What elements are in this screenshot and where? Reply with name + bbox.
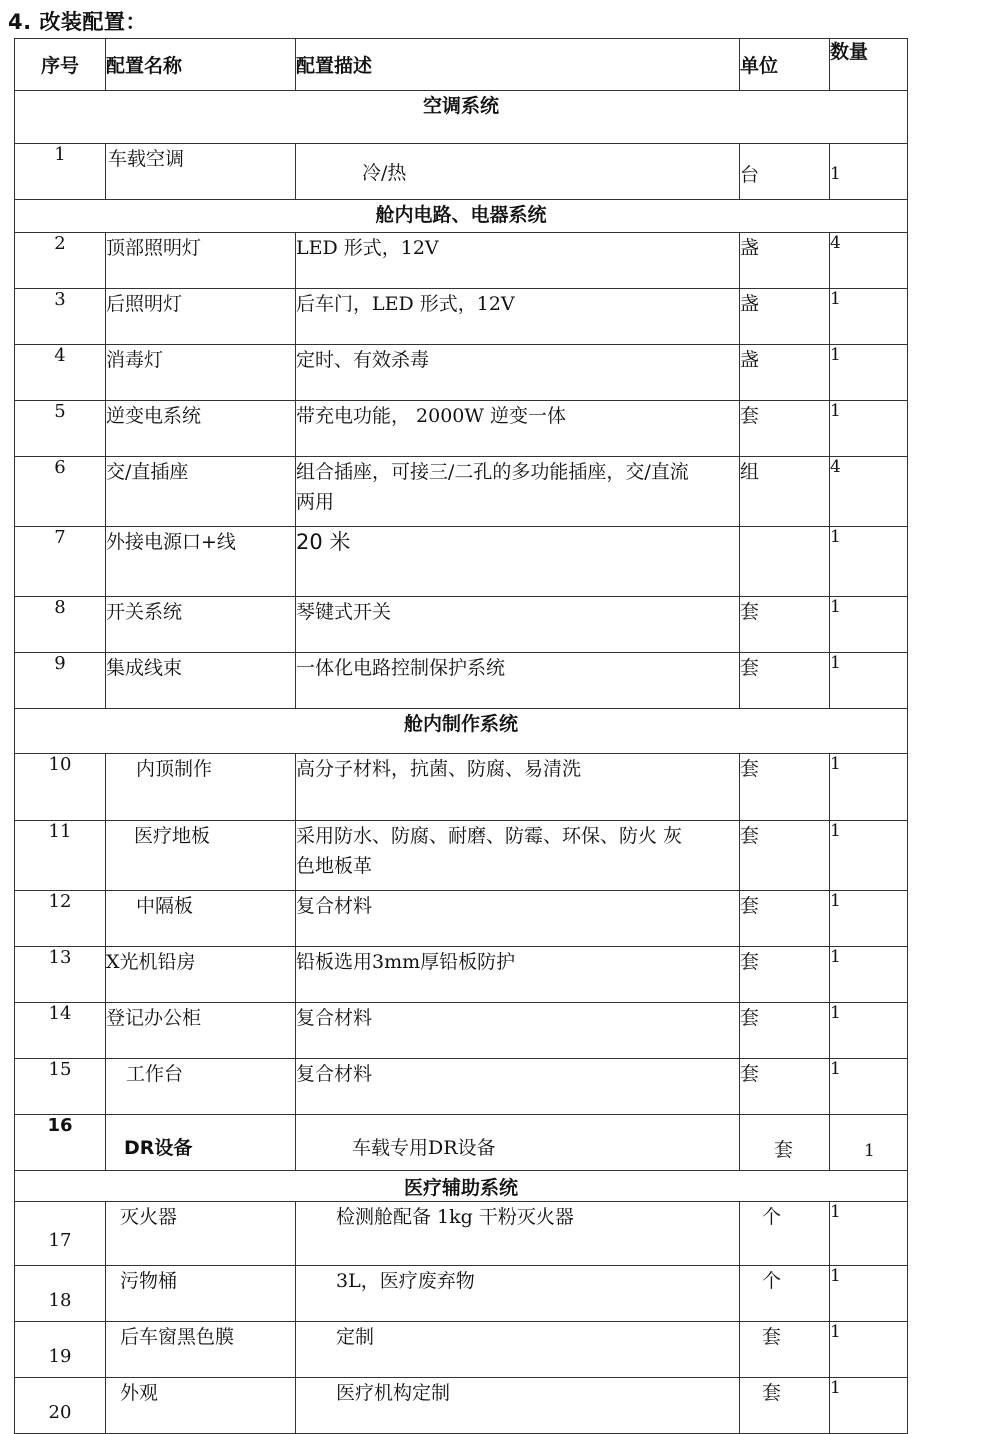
cell-seq: 15 [15,1059,106,1115]
cell-seq: 19 [15,1322,106,1378]
column-header-unit: 单位 [740,39,830,91]
cell-desc: 后车门，LED 形式，12V [296,289,740,345]
table-row [15,401,908,457]
table-row [15,821,908,891]
cell-name: 集成线束 [106,653,296,709]
cell-name: 登记办公柜 [106,1003,296,1059]
cell-seq: 9 [15,653,106,709]
table-row [15,233,908,289]
config-table [14,38,908,1434]
cell-qty: 1 [830,821,908,891]
cell-unit: 盏 [740,345,830,401]
table-row [15,144,908,200]
cell-qty: 1 [830,527,908,597]
cell-seq: 17 [15,1202,106,1266]
cell-desc: 一体化电路控制保护系统 [296,653,740,709]
cell-name: 消毒灯 [106,345,296,401]
cell-name: 车载空调 [106,144,296,200]
cell-seq: 14 [15,1003,106,1059]
cell-desc: 定时、有效杀毒 [296,345,740,401]
cell-unit: 套 [740,821,830,891]
section-row [15,91,908,144]
column-header-name: 配置名称 [106,39,296,91]
cell-seq: 12 [15,891,106,947]
section-row [15,709,908,754]
cell-name: 后车窗黑色膜 [106,1322,296,1378]
cell-unit: 盏 [740,289,830,345]
table-row [15,1322,908,1378]
cell-name: 内顶制作 [106,754,296,821]
cell-qty: 1 [830,597,908,653]
cell-desc: 复合材料 [296,1003,740,1059]
config-table-body [15,39,908,1434]
cell-unit: 套 [740,947,830,1003]
cell-desc: 采用防水、防腐、耐磨、防霉、环保、防火 灰色地板革 [296,821,740,891]
cell-desc: 定制 [296,1322,740,1378]
cell-seq: 13 [15,947,106,1003]
cell-seq: 11 [15,821,106,891]
column-header-seq: 序号 [15,39,106,91]
cell-seq: 10 [15,754,106,821]
cell-desc: 冷/热 [296,144,740,200]
cell-unit: 套 [740,1003,830,1059]
cell-unit: 组 [740,457,830,527]
cell-unit: 套 [740,401,830,457]
section-row [15,200,908,233]
cell-qty: 1 [830,401,908,457]
cell-desc: 琴键式开关 [296,597,740,653]
table-row [15,754,908,821]
cell-unit [740,527,830,597]
table-row [15,1003,908,1059]
section-heading: 4. 改装配置： [8,10,147,34]
cell-desc: 20 米 [296,527,740,597]
cell-desc: 铅板选用3mm厚铅板防护 [296,947,740,1003]
cell-name: 逆变电系统 [106,401,296,457]
cell-seq: 6 [15,457,106,527]
cell-unit: 个 [740,1266,830,1322]
cell-unit: 个 [740,1202,830,1266]
cell-desc: 医疗机构定制 [296,1378,740,1434]
cell-name: DR设备 [106,1115,296,1171]
column-header-desc: 配置描述 [296,39,740,91]
cell-unit: 套 [740,1059,830,1115]
table-row [15,289,908,345]
cell-seq: 3 [15,289,106,345]
cell-desc: 3L，医疗废弃物 [296,1266,740,1322]
cell-name: 医疗地板 [106,821,296,891]
cell-name: 外接电源口+线 [106,527,296,597]
cell-seq: 16 [15,1115,106,1171]
cell-name: 开关系统 [106,597,296,653]
cell-desc: 复合材料 [296,891,740,947]
cell-qty: 4 [830,457,908,527]
cell-qty: 1 [830,653,908,709]
cell-name: 中隔板 [106,891,296,947]
cell-unit: 套 [740,754,830,821]
section-title: 医疗辅助系统 [15,1171,908,1202]
cell-qty: 1 [830,1003,908,1059]
cell-name: 工作台 [106,1059,296,1115]
table-row [15,1266,908,1322]
cell-unit: 盏 [740,233,830,289]
cell-unit: 套 [740,891,830,947]
cell-qty: 1 [830,1059,908,1115]
cell-qty: 4 [830,233,908,289]
table-row [15,345,908,401]
cell-seq: 7 [15,527,106,597]
table-row [15,947,908,1003]
section-title: 空调系统 [15,91,908,144]
cell-unit: 套 [740,1115,830,1171]
cell-qty: 1 [830,144,908,200]
cell-seq: 4 [15,345,106,401]
cell-desc: 带充电功能， 2000W 逆变一体 [296,401,740,457]
cell-qty: 1 [830,1378,908,1434]
cell-name: X光机铅房 [106,947,296,1003]
cell-seq: 20 [15,1378,106,1434]
cell-name: 污物桶 [106,1266,296,1322]
cell-unit: 套 [740,653,830,709]
cell-unit: 套 [740,1322,830,1378]
cell-qty: 1 [830,947,908,1003]
cell-name: 外观 [106,1378,296,1434]
cell-qty: 1 [830,891,908,947]
column-header-qty: 数量 [830,39,908,91]
cell-qty: 1 [830,1266,908,1322]
table-row [15,457,908,527]
table-row [15,597,908,653]
cell-qty: 1 [830,1115,908,1171]
cell-seq: 1 [15,144,106,200]
cell-desc: 组合插座，可接三/二孔的多功能插座，交/直流两用 [296,457,740,527]
header-row [15,39,908,91]
cell-desc: 车载专用DR设备 [296,1115,740,1171]
cell-name: 顶部照明灯 [106,233,296,289]
cell-seq: 2 [15,233,106,289]
cell-qty: 1 [830,1202,908,1266]
cell-seq: 5 [15,401,106,457]
cell-seq: 18 [15,1266,106,1322]
section-title: 舱内制作系统 [15,709,908,754]
cell-desc: 复合材料 [296,1059,740,1115]
cell-qty: 1 [830,289,908,345]
table-row [15,891,908,947]
table-row [15,1059,908,1115]
section-row [15,1171,908,1202]
cell-unit: 台 [740,144,830,200]
cell-name: 交/直插座 [106,457,296,527]
table-row [15,1378,908,1434]
cell-qty: 1 [830,754,908,821]
cell-name: 后照明灯 [106,289,296,345]
cell-qty: 1 [830,345,908,401]
cell-desc: LED 形式，12V [296,233,740,289]
cell-desc: 检测舱配备 1kg 干粉灭火器 [296,1202,740,1266]
cell-qty: 1 [830,1322,908,1378]
table-row [15,653,908,709]
cell-unit: 套 [740,1378,830,1434]
table-row [15,1115,908,1171]
table-row [15,527,908,597]
cell-name: 灭火器 [106,1202,296,1266]
section-title: 舱内电路、电器系统 [15,200,908,233]
table-row [15,1202,908,1266]
cell-desc: 高分子材料，抗菌、防腐、易清洗 [296,754,740,821]
cell-seq: 8 [15,597,106,653]
cell-unit: 套 [740,597,830,653]
